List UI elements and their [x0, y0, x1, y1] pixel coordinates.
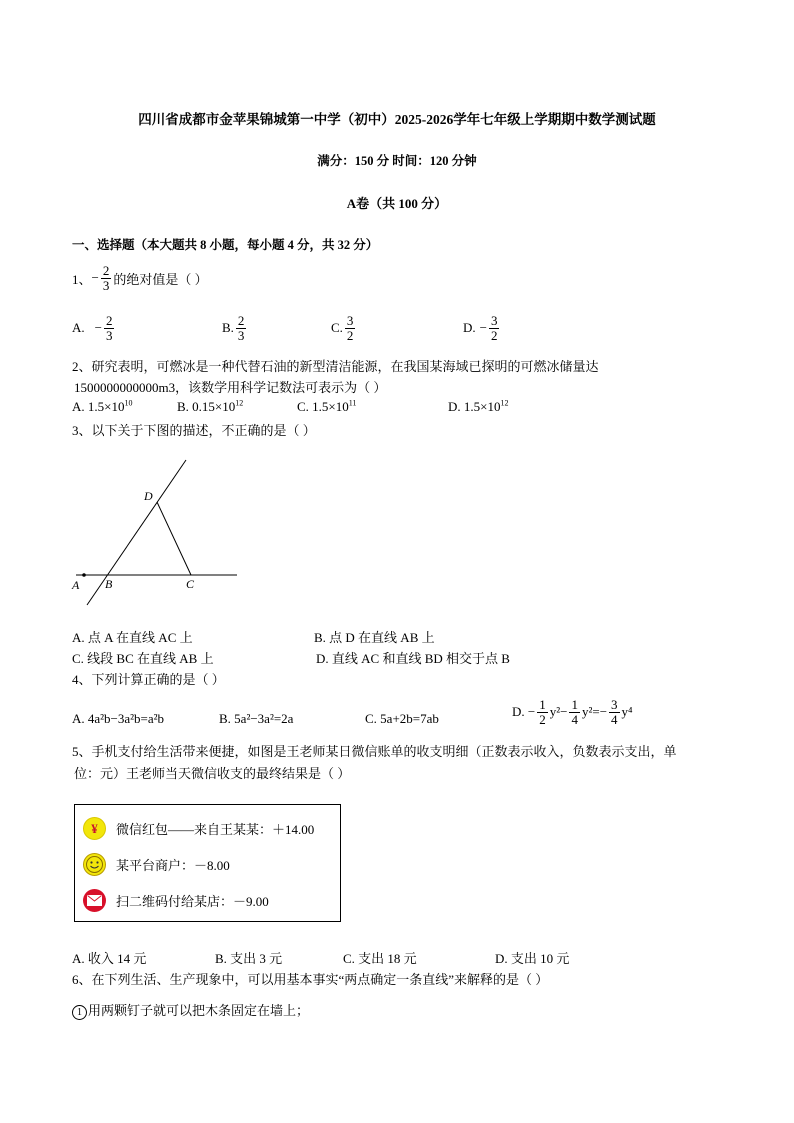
- bill-row-1: [83, 817, 314, 840]
- minus-sign: −: [91, 270, 99, 286]
- option-text: B. 0.15×10: [177, 399, 236, 414]
- q1-option-c: [331, 314, 357, 342]
- q1-option-a: [72, 314, 116, 342]
- stem-text: 的绝对值是（ ）: [113, 271, 208, 287]
- label-b: B: [105, 577, 113, 591]
- q4-option-b: B. 5a²−3a²=2a: [219, 711, 294, 726]
- q6-item-1: [72, 1000, 309, 1020]
- bill-row-text: 某平台商户：－8.00: [116, 858, 230, 873]
- q3-option-d: D. 直线 AC 和直线 BD 相交于点 B: [316, 651, 510, 666]
- question-5-line-1: 5、手机支付给生活带来便捷，如图是王老师某日微信账单的收支明细（正数表示收入，负数表示支出，单: [72, 744, 677, 759]
- denominator: 2: [539, 711, 546, 727]
- bill-row-2: [83, 853, 230, 876]
- label-a: A: [72, 578, 80, 592]
- option-label: B.: [222, 320, 234, 336]
- denominator: 3: [237, 327, 245, 343]
- option-text: A. 1.5×10: [72, 399, 125, 414]
- part-heading: 一、选择题（本大题共 8 小题，每小题 4 分，共 32 分）: [72, 238, 379, 252]
- label-d: D: [144, 489, 153, 503]
- segment-dc: [157, 502, 191, 575]
- q1-option-d: [463, 314, 501, 342]
- exponent: 10: [124, 398, 133, 408]
- fraction: [104, 314, 115, 342]
- q2-option-b: [177, 399, 243, 415]
- envelope-glyph: [87, 895, 102, 906]
- q2-option-a: [72, 399, 132, 415]
- option-sign: −: [479, 320, 487, 336]
- option-text: C. 1.5×10: [297, 399, 349, 414]
- question-4-stem: 4、下列计算正确的是（ ）: [72, 672, 225, 687]
- q3-option-c: C. 线段 BC 在直线 AB 上: [72, 651, 214, 666]
- fraction: [609, 698, 620, 726]
- denominator: 3: [105, 327, 113, 343]
- q4-option-c: C. 5a+2b=7ab: [365, 711, 439, 726]
- numerator: 2: [102, 263, 110, 278]
- fraction: [489, 314, 500, 342]
- question-2-line-2: 1500000000000m3，该数学用科学记数法可表示为（ ）: [74, 380, 387, 395]
- numerator: 2: [105, 313, 113, 328]
- q2-option-c: [297, 399, 356, 415]
- denominator: 2: [490, 327, 498, 343]
- numerator: 2: [237, 313, 245, 328]
- q3-option-b: B. 点 D 在直线 AB 上: [314, 630, 435, 645]
- item-text: 用两颗钉子就可以把木条固定在墙上；: [88, 1003, 310, 1018]
- option-text: D. 1.5×10: [448, 399, 501, 414]
- denominator: 2: [346, 327, 354, 343]
- bill-row-3: [83, 889, 269, 912]
- numerator: 3: [611, 697, 618, 712]
- q2-option-d: [448, 399, 508, 415]
- section-heading: A卷（共 100 分）: [346, 196, 448, 211]
- numerator: 3: [346, 313, 354, 328]
- q5-option-b: B. 支出 3 元: [215, 951, 283, 966]
- question-3-stem: 3、以下关于下图的描述，不正确的是（ ）: [72, 423, 316, 438]
- circled-number: 1: [72, 1005, 87, 1020]
- numerator: 3: [490, 313, 498, 328]
- q4-option-a: A. 4a²b−3a²b=a²b: [72, 711, 165, 726]
- yen-icon: ¥: [83, 817, 106, 840]
- denominator: 4: [571, 711, 578, 727]
- geometry-figure: [60, 450, 250, 610]
- q5-option-d: D. 支出 10 元: [495, 951, 570, 966]
- envelope-icon: [83, 889, 106, 912]
- exam-meta: 满分：150 分 时间：120 分钟: [317, 154, 477, 168]
- numerator: 1: [539, 697, 546, 712]
- question-6-stem: 6、在下列生活、生产现象中，可以用基本事实“两点确定一条直线”来解释的是（ ）: [72, 972, 549, 987]
- q4-option-d: [512, 698, 633, 726]
- exam-title: 四川省成都市金苹果锦城第一中学（初中）2025-2026学年七年级上学期期中数学测试题: [138, 112, 656, 127]
- fraction: [236, 314, 247, 342]
- exponent: 12: [235, 398, 244, 408]
- fraction: [569, 698, 580, 726]
- bill-row-text: 扫二维码付给某店：－9.00: [116, 894, 269, 909]
- label-c: C: [186, 577, 195, 591]
- question-5-line-2: 位：元）王老师当天微信收支的最终结果是（ ）: [74, 766, 351, 781]
- q3-option-a: A. 点 A 在直线 AC 上: [72, 630, 193, 645]
- question-1-stem: [72, 264, 208, 292]
- option-label: D.: [463, 320, 476, 336]
- smiley-face-glyph: [84, 854, 105, 875]
- exponent: 11: [348, 398, 357, 408]
- q1-option-b: [222, 314, 248, 342]
- numerator: 1: [571, 697, 578, 712]
- exponent: 12: [500, 398, 509, 408]
- option-label: A.: [72, 320, 85, 336]
- wechat-bill-panel: [74, 804, 341, 922]
- option-label: C.: [331, 320, 343, 336]
- question-number: 1、: [72, 271, 92, 287]
- option-sign: −: [94, 320, 102, 336]
- q5-option-c: C. 支出 18 元: [343, 951, 417, 966]
- question-2-line-1: 2、研究表明，可燃冰是一种代替石油的新型清洁能源，在我国某海域已探明的可燃冰储量达: [72, 359, 599, 374]
- point-a: [82, 573, 86, 577]
- term: y²=−: [581, 704, 608, 720]
- option-label: D. −: [512, 704, 536, 720]
- denominator: 3: [102, 277, 110, 293]
- fraction: [101, 264, 112, 292]
- fraction: [345, 314, 356, 342]
- denominator: 4: [611, 711, 618, 727]
- q5-option-a: A. 收入 14 元: [72, 951, 147, 966]
- smiley-icon: [83, 853, 106, 876]
- term: y⁴: [621, 704, 633, 720]
- term: y²−: [549, 704, 568, 720]
- bill-row-text: 微信红包——来自王某某：＋14.00: [116, 822, 315, 837]
- fraction: [537, 698, 548, 726]
